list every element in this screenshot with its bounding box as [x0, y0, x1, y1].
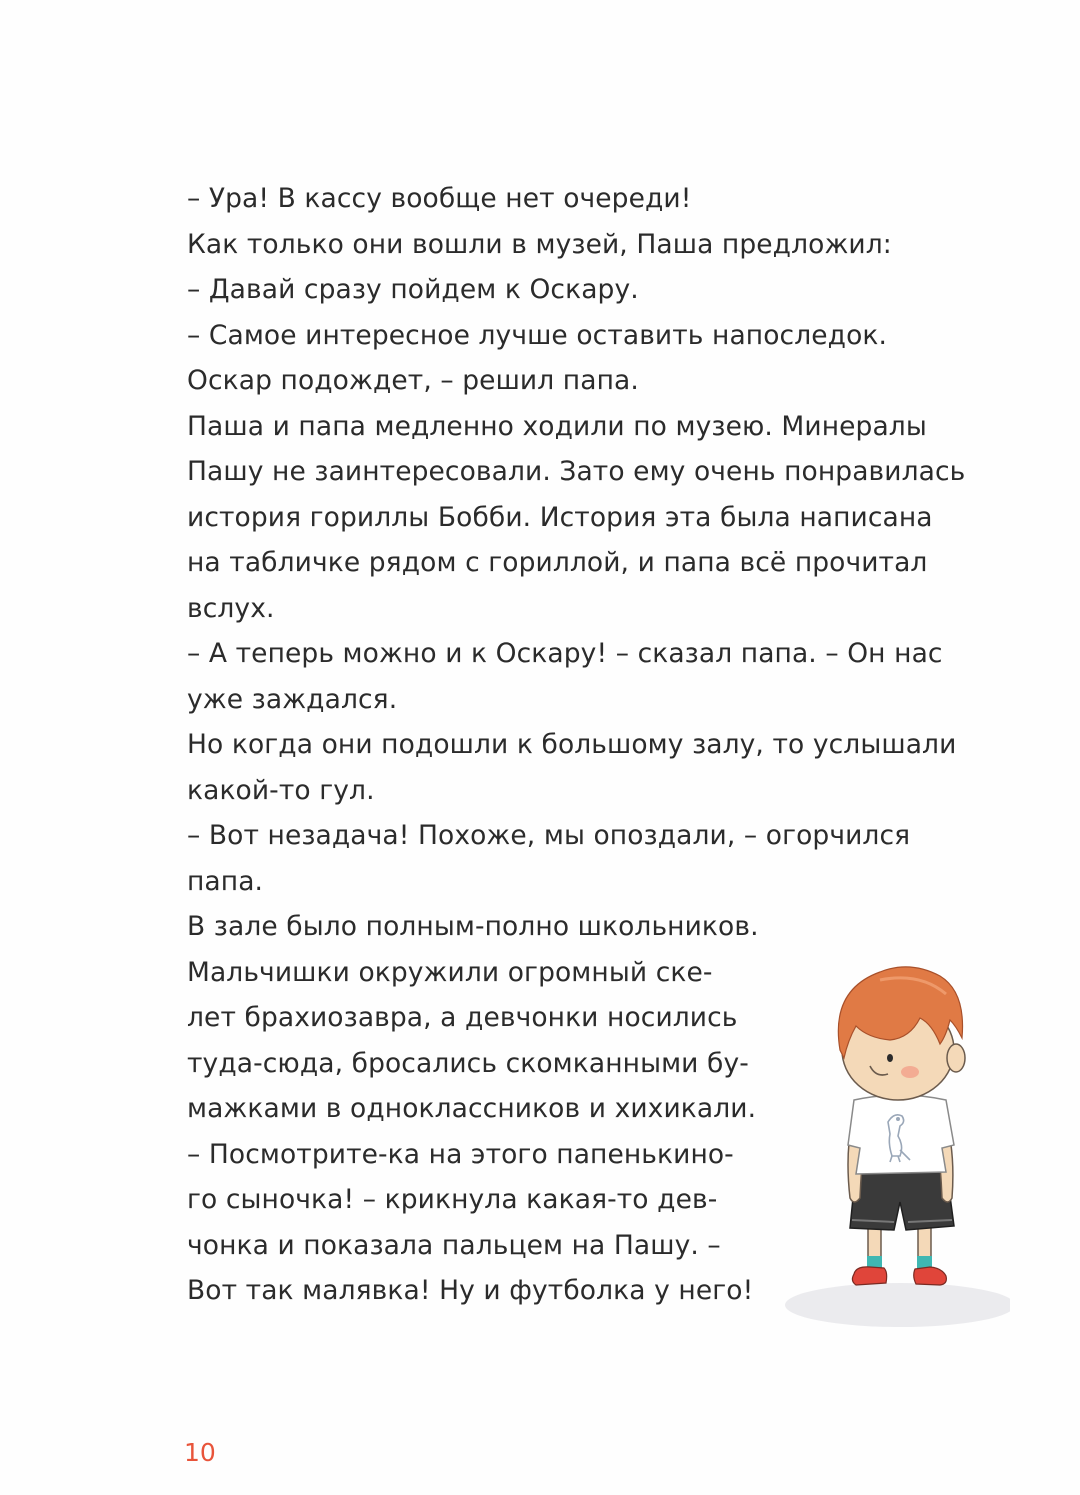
- text-line: уже заждался.: [187, 683, 398, 715]
- text-line: Оскар подождет, – решил папа.: [187, 365, 639, 396]
- text-line: го сыночка! – крикнула какая-то дев-: [187, 1184, 718, 1215]
- text-line: Как только они вошли в музей, Паша предложил:: [187, 228, 892, 260]
- ear: [947, 1044, 965, 1072]
- text-line: – Вот незадача! Похоже, мы опоздали, – огорчился: [187, 820, 911, 851]
- page-number: 10: [184, 1438, 216, 1467]
- text-line: вслух.: [187, 592, 275, 624]
- text-line: лет брахиозавра, а девчонки носились: [187, 1002, 738, 1033]
- text-line: Паша и папа медленно ходили по музею. Минералы: [187, 410, 927, 442]
- text-line: мажками в одноклассников и хихикали.: [187, 1093, 757, 1124]
- text-line: какой-то гул.: [187, 774, 375, 806]
- text-line: – Самое интересное лучше оставить напоследок.: [187, 319, 888, 351]
- text-line: – Ура! В кассу вообще нет очереди!: [187, 183, 692, 214]
- t-shirt: [848, 1095, 954, 1174]
- text-line: история гориллы Бобби. История эта была написана: [187, 501, 933, 533]
- floor-shadow: [785, 1283, 1010, 1327]
- text-line: туда-сюда, бросались скомканными бу-: [187, 1047, 749, 1079]
- text-line: Но когда они подошли к большому залу, то услышали: [187, 729, 957, 760]
- text-line: – Посмотрите-ка на этого папенькино-: [187, 1138, 734, 1170]
- right-shoe: [914, 1267, 947, 1285]
- text-line: папа.: [187, 865, 264, 897]
- eye: [887, 1054, 893, 1062]
- text-line: чонка и показала пальцем на Пашу. –: [187, 1229, 721, 1261]
- text-line: Пашу не заинтересовали. Зато ему очень понравилась: [187, 456, 966, 487]
- text-line: на табличке рядом с гориллой, и папа всё прочитал: [187, 547, 928, 578]
- text-line: – Давай сразу пойдем к Оскару.: [187, 274, 639, 305]
- text-line: В зале было полным-полно школьников.: [187, 911, 759, 942]
- left-shoe: [852, 1267, 886, 1285]
- text-line: – А теперь можно и к Оскару! – сказал папа. – Он нас: [187, 638, 943, 669]
- cheek: [901, 1066, 919, 1078]
- text-line: Вот так малявка! Ну и футболка у него!: [187, 1275, 754, 1306]
- text-line: Мальчишки окружили огромный ске-: [187, 956, 713, 988]
- boy-illustration: [770, 940, 1010, 1330]
